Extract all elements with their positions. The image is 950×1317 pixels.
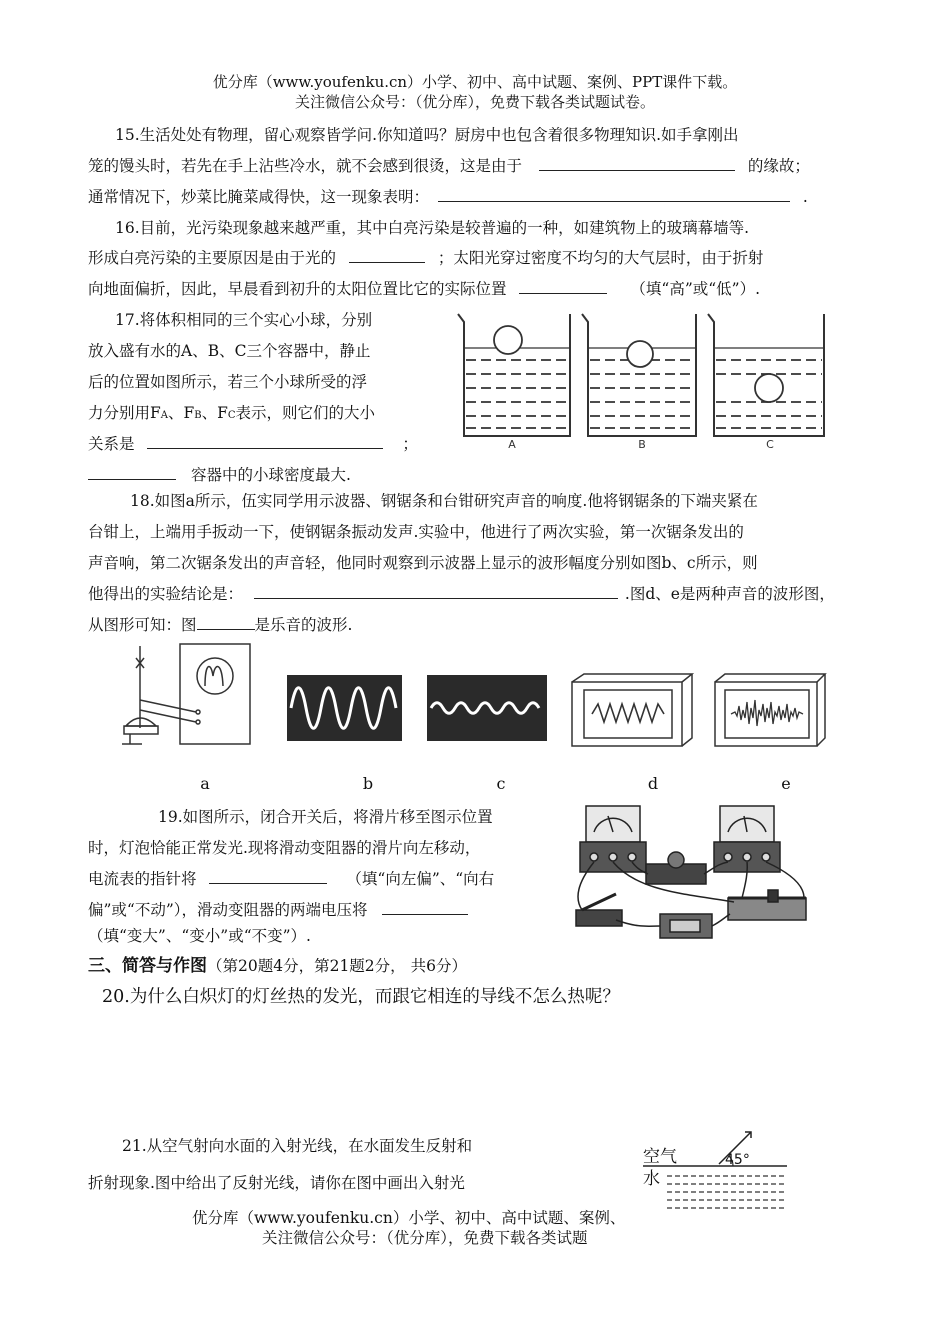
q17-blank-2[interactable] bbox=[88, 465, 176, 480]
q16-line-2 bbox=[88, 247, 763, 269]
q21-reflection-figure bbox=[635, 1112, 795, 1218]
q17-blank-1[interactable] bbox=[147, 434, 383, 449]
q18-blank-1[interactable] bbox=[254, 584, 618, 599]
q15-text-2b: 的缘故； bbox=[747, 157, 810, 175]
beaker-b bbox=[582, 314, 696, 436]
q15-blank-1[interactable] bbox=[539, 156, 735, 171]
q19-text-3a: 电流表的指针将 bbox=[88, 870, 197, 888]
q16-line-1: 16.目前，光污染现象越来越严重，其中白亮污染是较普遍的一种，如建筑物上的玻璃幕墙等. bbox=[115, 219, 750, 237]
air-label: 空气 bbox=[643, 1147, 677, 1167]
q18-label-c: c bbox=[496, 774, 506, 793]
q15-line-1: 15.生活处处有物理，留心观察皆学问.你知道吗？厨房中也包含着很多物理知识.如手拿刚出 bbox=[115, 126, 739, 144]
q19-line-4 bbox=[88, 899, 468, 921]
q18-text-4a: 他得出的实验结论是： bbox=[88, 585, 244, 603]
q18-figure-c-waveform bbox=[427, 675, 547, 741]
q21-line-2: 折射现象.图中给出了反射光线，请你在图中画出入射光 bbox=[88, 1174, 465, 1192]
water-label: 水 bbox=[643, 1169, 660, 1189]
q18-line-1: 18.如图a所示，伍实同学用示波器、钢锯条和台钳研究声音的响度.他将钢锯条的下端夹紧在 bbox=[130, 492, 758, 510]
q19-line-5: （填“变大”、“变小”或“不变”）. bbox=[88, 927, 311, 945]
angle-label: 45° bbox=[725, 1152, 750, 1168]
q15-blank-2[interactable] bbox=[438, 187, 790, 202]
q17-line-1: 17.将体积相同的三个实心小球，分别 bbox=[115, 311, 373, 329]
q17-line-4 bbox=[88, 402, 375, 427]
beaker-label-c: C bbox=[766, 438, 774, 450]
q15-text-3a: 通常情况下，炒菜比腌菜咸得快，这一现象表明： bbox=[88, 188, 430, 206]
q20-text: 20.为什么白炽灯的灯丝热的发光，而跟它相连的导线不怎么热呢？ bbox=[102, 987, 620, 1007]
q18-label-e: e bbox=[781, 774, 791, 793]
q19-text-3b: （填“向左偏”、“向右 bbox=[346, 870, 495, 888]
q17-sub-b: B bbox=[194, 410, 202, 421]
q18-text-5a: 从图形可知：图 bbox=[88, 616, 197, 634]
q17-text-4a: 力分别用F bbox=[88, 404, 161, 422]
q16-blank-1[interactable] bbox=[349, 248, 425, 263]
q15-text-3b: . bbox=[802, 188, 808, 206]
q18-label-b: b bbox=[362, 774, 374, 793]
beaker-label-b: B bbox=[638, 438, 646, 450]
q18-text-4b: .图d、e是两种声音的波形图， bbox=[624, 585, 835, 603]
q16-text-2a: 形成白亮污染的主要原因是由于光的 bbox=[88, 249, 337, 267]
beaker-a bbox=[458, 314, 570, 436]
q17-beakers-figure bbox=[452, 308, 832, 450]
q18-line-4 bbox=[88, 583, 835, 605]
header-line-2: 关注微信公众号：（优分库），免费下载各类试题试卷。 bbox=[294, 93, 655, 111]
q18-line-2: 台钳上，上端用手扳动一下，使钢锯条振动发声.实验中，他进行了两次实验，第一次锯条发出的 bbox=[88, 523, 744, 541]
header-line-1: 优分库（www.youfenku.cn）小学、初中、高中试题、案例、PPT课件下载。 bbox=[212, 73, 738, 91]
q18-label-d: d bbox=[647, 774, 659, 793]
footer-line-1: 优分库（www.youfenku.cn）小学、初中、高中试题、案例、 bbox=[192, 1209, 626, 1227]
q16-blank-2[interactable] bbox=[519, 279, 607, 294]
q18-figure-a-oscilloscope bbox=[110, 640, 255, 752]
section3-title: 三、简答与作图 bbox=[88, 956, 207, 976]
q17-line-6 bbox=[88, 464, 351, 486]
q15-text-2a: 笼的馒头时，若先在手上沾些冷水，就不会感到很烫，这是由于 bbox=[88, 157, 523, 175]
q21-line-1: 21.从空气射向水面的入射光线，在水面发生反射和 bbox=[122, 1137, 473, 1155]
q18-label-a: a bbox=[200, 774, 210, 793]
q15-line-3 bbox=[88, 186, 808, 208]
q17-line-3: 后的位置如图所示，若三个小球所受的浮 bbox=[88, 373, 368, 391]
q18-figure-e-noise-wave bbox=[713, 672, 828, 748]
q18-text-5b: 是乐音的波形. bbox=[254, 616, 353, 634]
q17-text-4c: 、F bbox=[201, 404, 228, 422]
q17-text-6: 容器中的小球密度最大. bbox=[190, 466, 351, 484]
q17-text-5b: ； bbox=[402, 435, 418, 453]
q17-line-2: 放入盛有水的A、B、C三个容器中，静止 bbox=[88, 342, 371, 360]
section3-note: （第20题4分，第21题2分， 共6分） bbox=[207, 957, 467, 975]
q16-line-3 bbox=[88, 278, 760, 300]
q18-line-3: 声音响，第二次锯条发出的声音轻，他同时观察到示波器上显示的波形幅度分别如图b、c所示，则 bbox=[88, 554, 758, 572]
q18-figure-b-waveform bbox=[287, 675, 402, 741]
q16-text-3b: （填“高”或“低”）. bbox=[630, 280, 761, 298]
section3-heading bbox=[88, 955, 467, 977]
q19-line-2: 时，灯泡恰能正常发光.现将滑动变阻器的滑片向左移动， bbox=[88, 839, 481, 857]
q18-figure-d-tone-wave bbox=[570, 672, 695, 748]
q15-line-2 bbox=[88, 155, 810, 177]
q19-text-4a: 偏”或“不动”），滑动变阻器的两端电压将 bbox=[88, 901, 368, 919]
q19-line-1: 19.如图所示，闭合开关后，将滑片移至图示位置 bbox=[158, 808, 493, 826]
q19-blank-1[interactable] bbox=[209, 869, 327, 884]
q17-sub-a: A bbox=[160, 410, 168, 421]
q17-text-5a: 关系是 bbox=[88, 435, 135, 453]
q17-text-4d: 表示，则它们的大小 bbox=[235, 404, 376, 422]
beaker-label-a: A bbox=[508, 438, 516, 450]
q17-line-5 bbox=[88, 433, 418, 455]
q19-circuit-figure bbox=[568, 802, 823, 952]
q18-blank-2[interactable] bbox=[197, 615, 255, 630]
q17-text-4b: 、F bbox=[168, 404, 195, 422]
q17-sub-c: C bbox=[227, 410, 236, 421]
q16-text-2b: ；太阳光穿过密度不均匀的大气层时，由于折射 bbox=[437, 249, 764, 267]
q16-text-3a: 向地面偏折，因此，早晨看到初升的太阳位置比它的实际位置 bbox=[88, 280, 507, 298]
q19-line-3 bbox=[88, 868, 494, 890]
beaker-c bbox=[708, 314, 824, 436]
q19-blank-2[interactable] bbox=[382, 900, 468, 915]
q18-line-5 bbox=[88, 614, 352, 636]
footer-line-2: 关注微信公众号：（优分库），免费下载各类试题 bbox=[262, 1229, 588, 1247]
